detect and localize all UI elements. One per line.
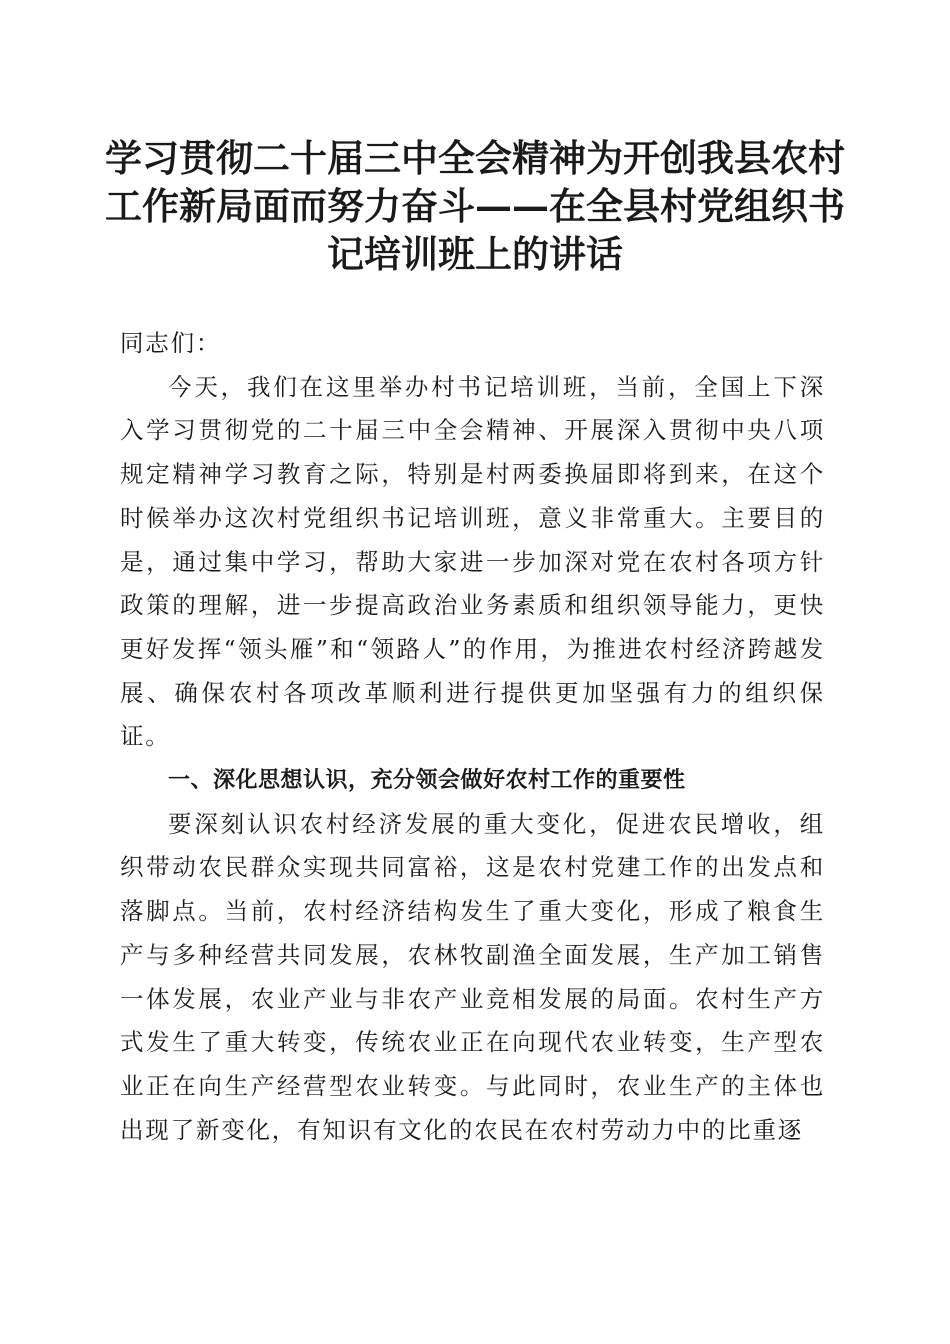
greeting: 同志们： — [120, 329, 222, 357]
document-body — [120, 322, 825, 1152]
paragraph-section-1: 要深刻认识农村经济发展的重大变化，促进农民增收，组织带动农民群众实现共同富裕，这是农村党建工作的出发点和落脚点。当前，农村经济结构发生了重大变化，形成了粮食生产与多种经营共同发展，农林牧副渔全面发展，生产加工销售一体发展，农业产业与非农产业竞相发展的局面。农村生产方式发生了重大转变，传统农业正在向现代农业转变，生产型农业正在向生产经营型农业转变。与此同时，农业生产的主体也出现了新变化，有知识有文化的农民在农村劳动力中的比重逐 — [120, 809, 825, 1144]
document-title: 学习贯彻二十届三中全会精神为开创我县农村工作新局面而努力奋斗——在全县村党组织书记培训班上的讲话 — [105, 136, 845, 276]
paragraph-intro: 今天，我们在这里举办村书记培训班，当前，全国上下深入学习贯彻党的二十届三中全会精神、开展深入贯彻中央八项规定精神学习教育之际，特别是村两委换届即将到来，在这个时候举办这次村党组织书记培训班，意义非常重大。主要目的是，通过集中学习，帮助大家进一步加深对党在农村各项方针政策的理解，进一步提高政治业务素质和组织领导能力，更快更好发挥“领头雁”和“领路人”的作用，为推进农村经济跨越发展、确保农村各项改革顺利进行提供更加坚强有力的组织保证。 — [120, 372, 825, 751]
section-heading-1: 一、深化思想认识，充分领会做好农村工作的重要性 — [168, 768, 686, 794]
